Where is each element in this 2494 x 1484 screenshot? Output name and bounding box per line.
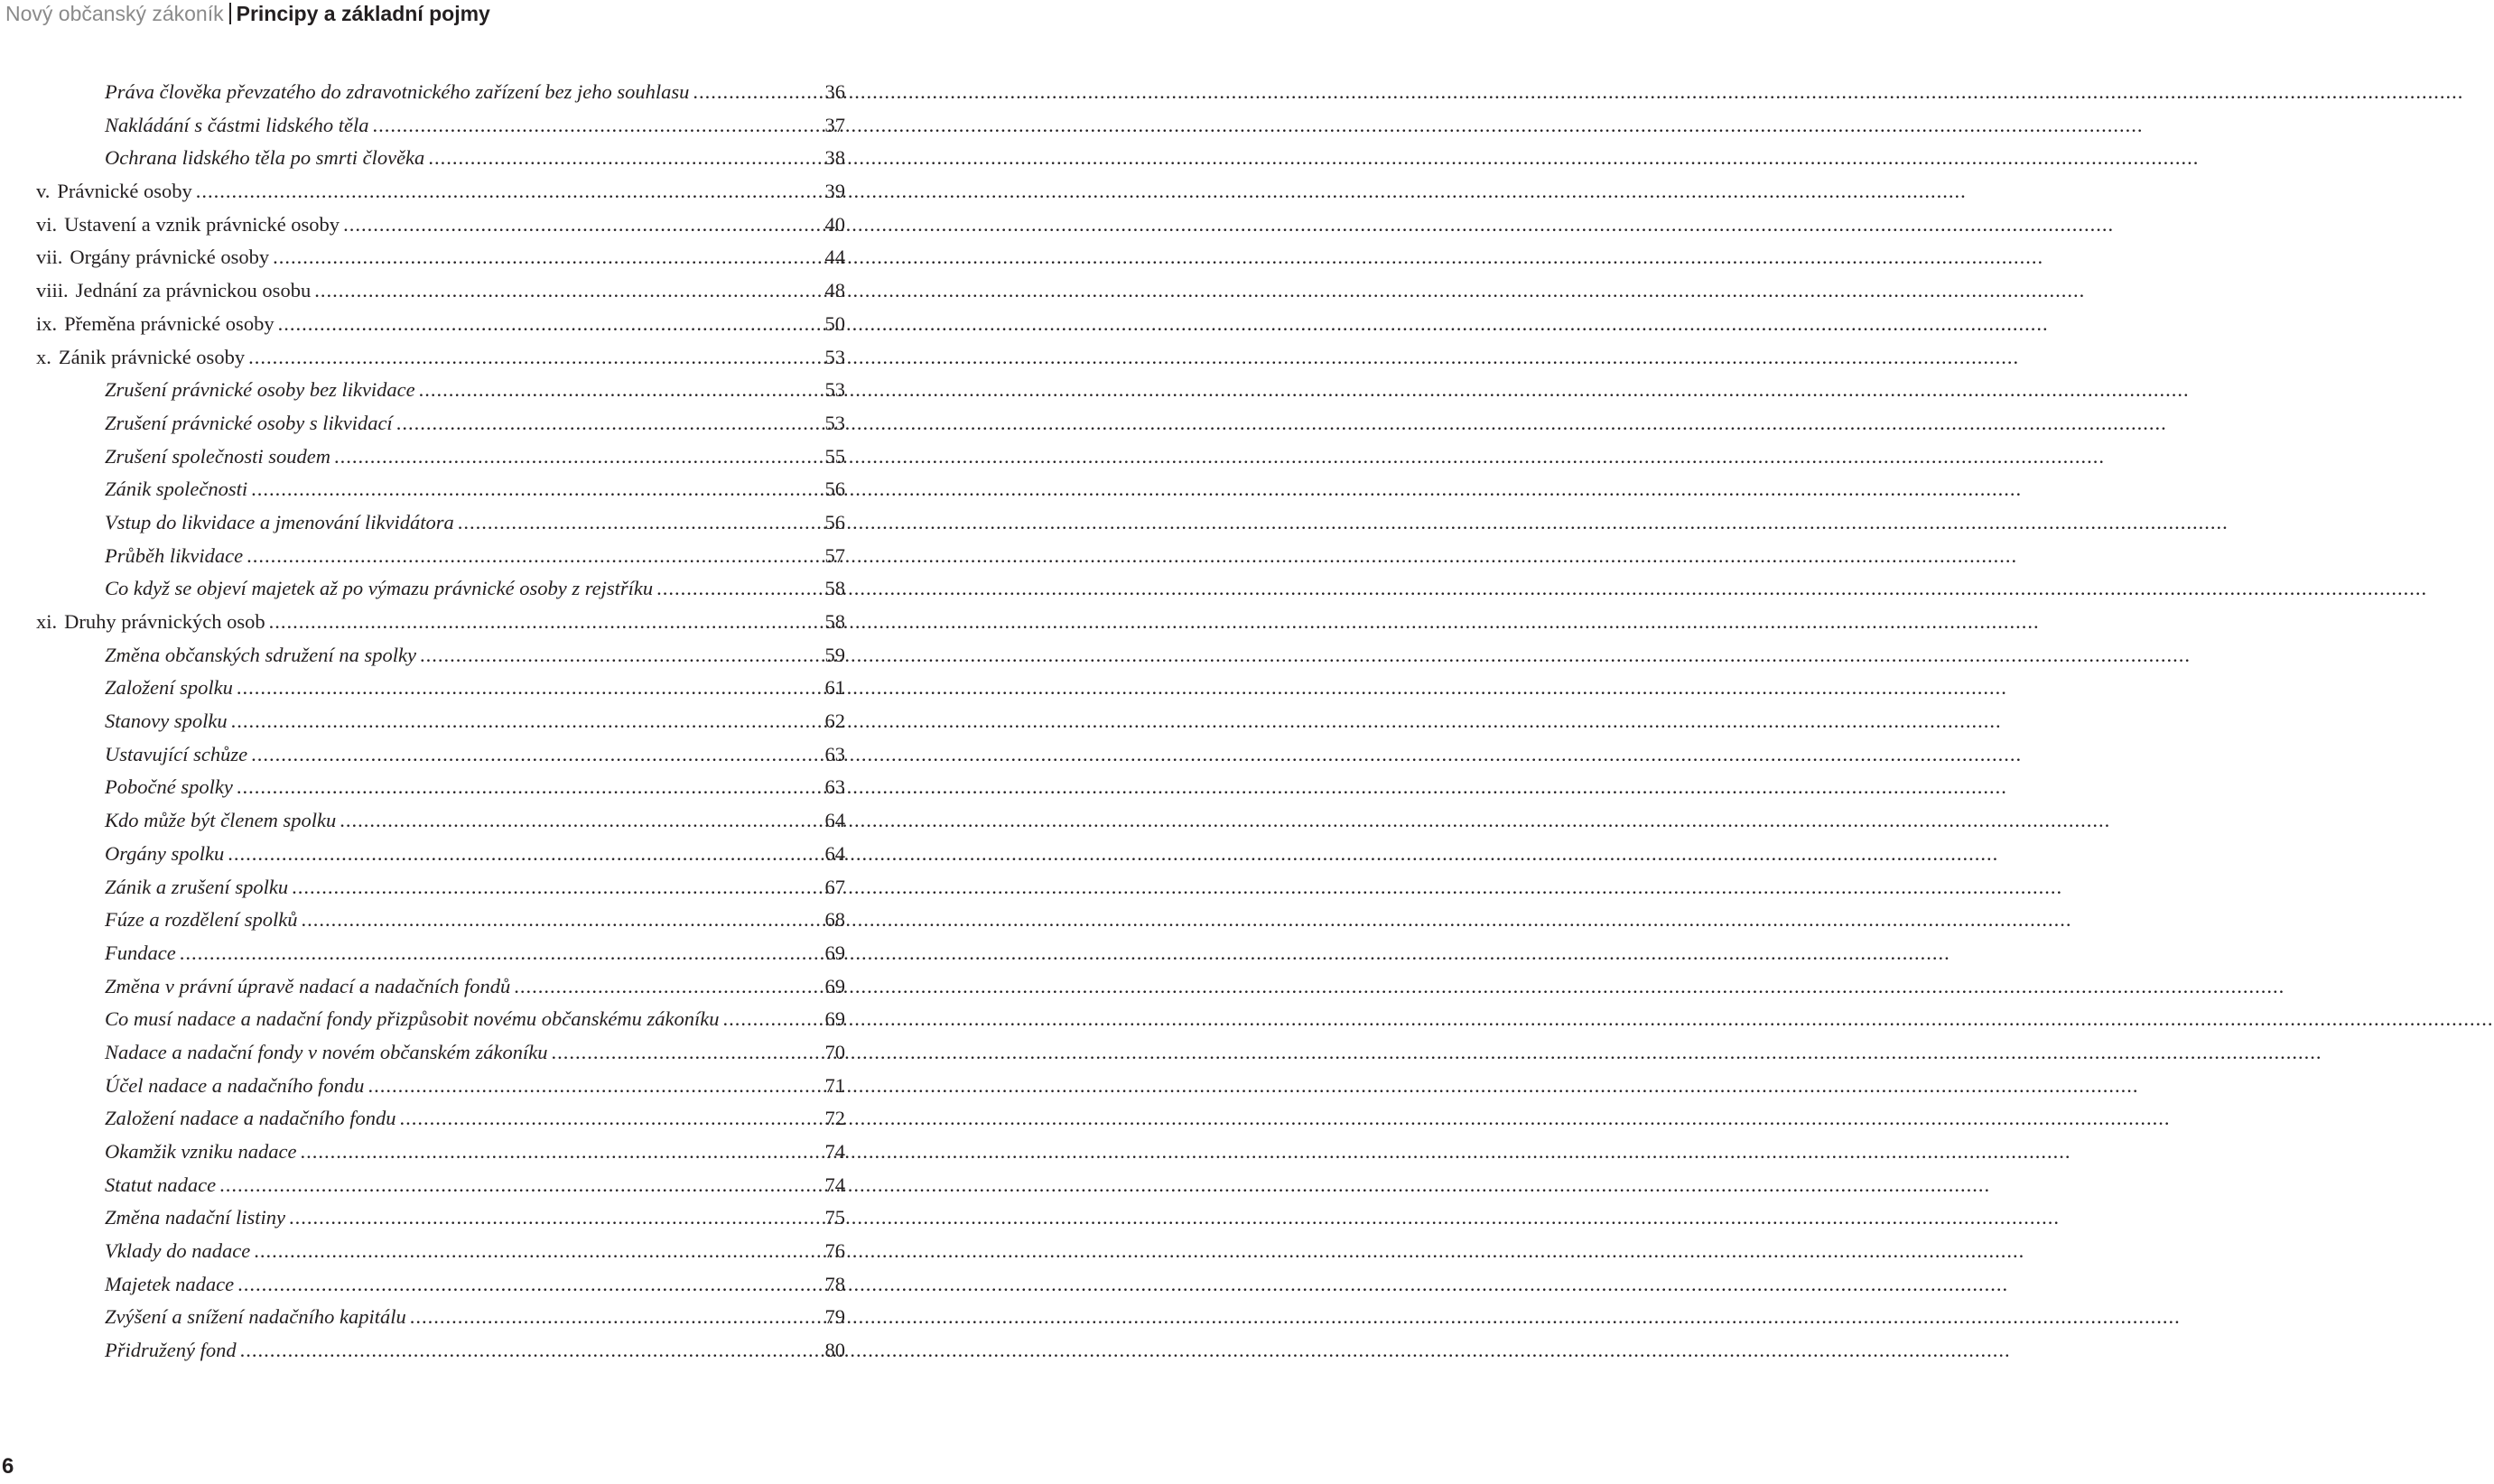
toc-entry-title: Průběh likvidace bbox=[105, 543, 244, 567]
toc-entry bbox=[36, 506, 845, 540]
dot-leader bbox=[723, 1003, 818, 1036]
dot-leader bbox=[399, 1102, 818, 1136]
toc-entry-page: 80 bbox=[824, 1339, 845, 1362]
toc-entry bbox=[36, 1201, 845, 1235]
toc-entry-title: Zánik a zrušení spolku bbox=[105, 875, 289, 898]
dot-leader bbox=[340, 804, 818, 838]
toc-entry bbox=[36, 1169, 845, 1202]
toc-entry bbox=[36, 109, 845, 143]
toc-entry-page: 58 bbox=[824, 577, 845, 600]
toc-entry bbox=[36, 904, 845, 937]
toc-entry bbox=[36, 1036, 845, 1070]
toc-entry bbox=[36, 970, 845, 1004]
toc-entry-page: 63 bbox=[824, 742, 845, 765]
toc-entry-title: Fúze a rozdělení spolků bbox=[105, 908, 298, 932]
toc-entry-page: 55 bbox=[824, 444, 845, 468]
toc-entry-title: Přidružený fond bbox=[105, 1339, 237, 1362]
toc-entry-page: 76 bbox=[824, 1239, 845, 1263]
toc-entry-page: 64 bbox=[824, 841, 845, 865]
page-number: 6 bbox=[2, 1454, 14, 1479]
dot-leader bbox=[251, 738, 818, 772]
toc-entry-page: 79 bbox=[824, 1305, 845, 1329]
toc-entry-page: 36 bbox=[824, 80, 845, 103]
toc-entry-title: Fundace bbox=[105, 941, 176, 964]
toc-entry bbox=[36, 274, 845, 308]
toc-entry bbox=[36, 1268, 845, 1302]
toc-entry bbox=[36, 241, 845, 274]
dot-leader bbox=[254, 1235, 818, 1268]
toc-entry-title: Změna nadační listiny bbox=[105, 1206, 285, 1229]
dot-leader bbox=[693, 76, 818, 109]
toc-entry-title: Účel nadace a nadačního fondu bbox=[105, 1073, 365, 1097]
dot-leader bbox=[343, 209, 818, 242]
toc-entry bbox=[36, 771, 845, 804]
chapter-title: Principy a základní pojmy bbox=[236, 2, 490, 25]
dot-leader bbox=[314, 274, 818, 308]
toc-entry-page: 70 bbox=[824, 1040, 845, 1063]
dot-leader bbox=[228, 838, 818, 871]
toc-entry-page: 53 bbox=[824, 411, 845, 434]
toc-entry bbox=[36, 441, 845, 474]
toc-entry bbox=[36, 1334, 845, 1368]
dot-leader bbox=[368, 1070, 818, 1103]
dot-leader bbox=[251, 473, 818, 506]
dot-leader bbox=[514, 970, 818, 1004]
toc-entry-title: Ustavující schůze bbox=[105, 742, 248, 765]
toc-entry-page: 58 bbox=[824, 610, 845, 633]
toc-entry-title: Nakládání s částmi lidského těla bbox=[105, 113, 369, 136]
dot-leader bbox=[240, 1334, 818, 1368]
toc-entry-page: 69 bbox=[824, 941, 845, 964]
dot-leader bbox=[428, 142, 818, 175]
toc-entry bbox=[36, 1070, 845, 1103]
toc-entry-title: Stanovy spolku bbox=[105, 710, 228, 733]
dot-leader bbox=[269, 606, 818, 639]
toc-entry bbox=[36, 1102, 845, 1136]
toc-entry-title: Orgány spolku bbox=[105, 841, 225, 865]
toc-entry-page: 56 bbox=[824, 510, 845, 533]
toc-entry-title: Práva člověka převzatého do zdravotnického zařízení bez jeho souhlasu bbox=[105, 80, 690, 103]
toc-entry bbox=[36, 175, 845, 209]
dot-leader bbox=[420, 639, 818, 672]
toc-entry-title: Zrušení právnické osoby bez likvidace bbox=[105, 378, 415, 402]
toc-entry bbox=[36, 1235, 845, 1268]
toc-entry bbox=[36, 804, 845, 838]
toc-entry-page: 57 bbox=[824, 543, 845, 567]
toc-entry-title: Kdo může být členem spolku bbox=[105, 809, 337, 832]
toc-entry-page: 67 bbox=[824, 875, 845, 898]
toc-entry-page: 53 bbox=[824, 345, 845, 368]
book-title: Nový občanský zákoník bbox=[5, 2, 224, 25]
dot-leader bbox=[248, 341, 818, 375]
toc-entry bbox=[36, 871, 845, 904]
dot-leader bbox=[419, 374, 818, 407]
toc-entry bbox=[36, 639, 845, 672]
running-header bbox=[5, 0, 490, 27]
dot-leader bbox=[237, 1268, 818, 1302]
toc-entry bbox=[36, 1003, 845, 1036]
toc-entry bbox=[36, 341, 845, 375]
toc-entry-title: Statut nadace bbox=[105, 1173, 217, 1196]
toc-entry-page: 64 bbox=[824, 809, 845, 832]
toc-entry-title: Pobočné spolky bbox=[105, 775, 233, 799]
toc-entry-title: Ustavení a vznik právnické osoby bbox=[64, 212, 340, 236]
dot-leader bbox=[372, 109, 818, 143]
toc-entry-page: 62 bbox=[824, 710, 845, 733]
toc-entry-number: ix. bbox=[36, 311, 58, 335]
toc-entry-number: xi. bbox=[36, 610, 58, 633]
table-of-contents bbox=[36, 76, 845, 1368]
toc-entry-title: Majetek nadace bbox=[105, 1272, 235, 1295]
toc-entry-title: Zrušení právnické osoby s likvidací bbox=[105, 411, 393, 434]
toc-entry-page: 74 bbox=[824, 1140, 845, 1163]
dot-leader bbox=[219, 1169, 818, 1202]
dot-leader bbox=[292, 871, 818, 904]
toc-entry bbox=[36, 606, 845, 639]
toc-entry-title: Právnické osoby bbox=[57, 180, 192, 203]
toc-entry bbox=[36, 705, 845, 738]
dot-leader bbox=[237, 672, 818, 705]
toc-entry-page: 50 bbox=[824, 311, 845, 335]
toc-entry bbox=[36, 1136, 845, 1169]
toc-entry-page: 68 bbox=[824, 908, 845, 932]
dot-leader bbox=[289, 1201, 818, 1235]
toc-entry-title: Změna občanských sdružení na spolky bbox=[105, 643, 416, 666]
toc-entry bbox=[36, 76, 845, 109]
toc-entry-page: 37 bbox=[824, 113, 845, 136]
toc-entry bbox=[36, 1301, 845, 1334]
toc-entry-page: 40 bbox=[824, 212, 845, 236]
dot-leader bbox=[302, 904, 818, 937]
dot-leader bbox=[656, 572, 818, 606]
toc-entry-page: 59 bbox=[824, 643, 845, 666]
toc-entry-page: 48 bbox=[824, 279, 845, 302]
toc-entry-title: Okamžik vzniku nadace bbox=[105, 1140, 297, 1163]
toc-entry-page: 71 bbox=[824, 1073, 845, 1097]
dot-leader bbox=[334, 441, 818, 474]
toc-entry-page: 69 bbox=[824, 1007, 845, 1031]
toc-entry-title: Co musí nadace a nadační fondy přizpůsobit novému občanskému zákoníku bbox=[105, 1007, 720, 1031]
dot-leader bbox=[273, 241, 818, 274]
toc-entry-title: Ochrana lidského těla po smrti člověka bbox=[105, 146, 425, 170]
dot-leader bbox=[396, 407, 818, 441]
toc-entry bbox=[36, 540, 845, 573]
toc-entry-page: 61 bbox=[824, 676, 845, 700]
toc-entry bbox=[36, 308, 845, 341]
toc-entry bbox=[36, 209, 845, 242]
toc-entry-page: 75 bbox=[824, 1206, 845, 1229]
toc-entry-title: Druhy právnických osob bbox=[64, 610, 265, 633]
toc-entry bbox=[36, 672, 845, 705]
toc-entry-title: Nadace a nadační fondy v novém občanském zákoníku bbox=[105, 1040, 548, 1063]
toc-entry-title: Změna v právní úpravě nadací a nadačních fondů bbox=[105, 974, 511, 997]
toc-entry-page: 44 bbox=[824, 246, 845, 269]
toc-entry-title: Zrušení společnosti soudem bbox=[105, 444, 330, 468]
dot-leader bbox=[237, 771, 818, 804]
header-separator bbox=[229, 3, 231, 24]
dot-leader bbox=[410, 1301, 818, 1334]
dot-leader bbox=[231, 705, 818, 738]
toc-entry-number: viii. bbox=[36, 279, 69, 302]
toc-entry-title: Co když se objeví majetek až po výmazu právnické osoby z rejstříku bbox=[105, 577, 654, 600]
toc-entry bbox=[36, 407, 845, 441]
toc-entry-number: v. bbox=[36, 180, 51, 203]
toc-entry-title: Zvýšení a snížení nadačního kapitálu bbox=[105, 1305, 406, 1329]
toc-entry-title: Zánik společnosti bbox=[105, 478, 248, 501]
toc-entry-title: Jednání za právnickou osobu bbox=[75, 279, 312, 302]
toc-entry-page: 69 bbox=[824, 974, 845, 997]
toc-entry bbox=[36, 937, 845, 970]
toc-entry-page: 74 bbox=[824, 1173, 845, 1196]
dot-leader bbox=[180, 937, 818, 970]
toc-entry bbox=[36, 838, 845, 871]
toc-entry bbox=[36, 738, 845, 772]
toc-entry-page: 38 bbox=[824, 146, 845, 170]
toc-entry-title: Vstup do likvidace a jmenování likvidátora bbox=[105, 510, 454, 533]
toc-entry-title: Založení nadace a nadačního fondu bbox=[105, 1107, 396, 1130]
toc-entry-number: vi. bbox=[36, 212, 58, 236]
toc-entry-page: 72 bbox=[824, 1107, 845, 1130]
toc-entry-title: Přeměna právnické osoby bbox=[64, 311, 275, 335]
toc-entry-page: 53 bbox=[824, 378, 845, 402]
toc-entry-title: Založení spolku bbox=[105, 676, 233, 700]
toc-entry bbox=[36, 473, 845, 506]
toc-entry bbox=[36, 572, 845, 606]
dot-leader bbox=[300, 1136, 818, 1169]
dot-leader bbox=[247, 540, 818, 573]
toc-entry-number: vii. bbox=[36, 246, 63, 269]
toc-entry-page: 78 bbox=[824, 1272, 845, 1295]
toc-entry-page: 63 bbox=[824, 775, 845, 799]
toc-entry-title: Vklady do nadace bbox=[105, 1239, 251, 1263]
toc-entry bbox=[36, 374, 845, 407]
toc-entry-page: 56 bbox=[824, 478, 845, 501]
toc-entry-title: Orgány právnické osoby bbox=[70, 246, 270, 269]
dot-leader bbox=[278, 308, 818, 341]
dot-leader bbox=[552, 1036, 819, 1070]
toc-entry bbox=[36, 142, 845, 175]
toc-entry-number: x. bbox=[36, 345, 51, 368]
toc-entry-page: 39 bbox=[824, 180, 845, 203]
dot-leader bbox=[458, 506, 818, 540]
dot-leader bbox=[196, 175, 818, 209]
toc-entry-title: Zánik právnické osoby bbox=[58, 345, 246, 368]
